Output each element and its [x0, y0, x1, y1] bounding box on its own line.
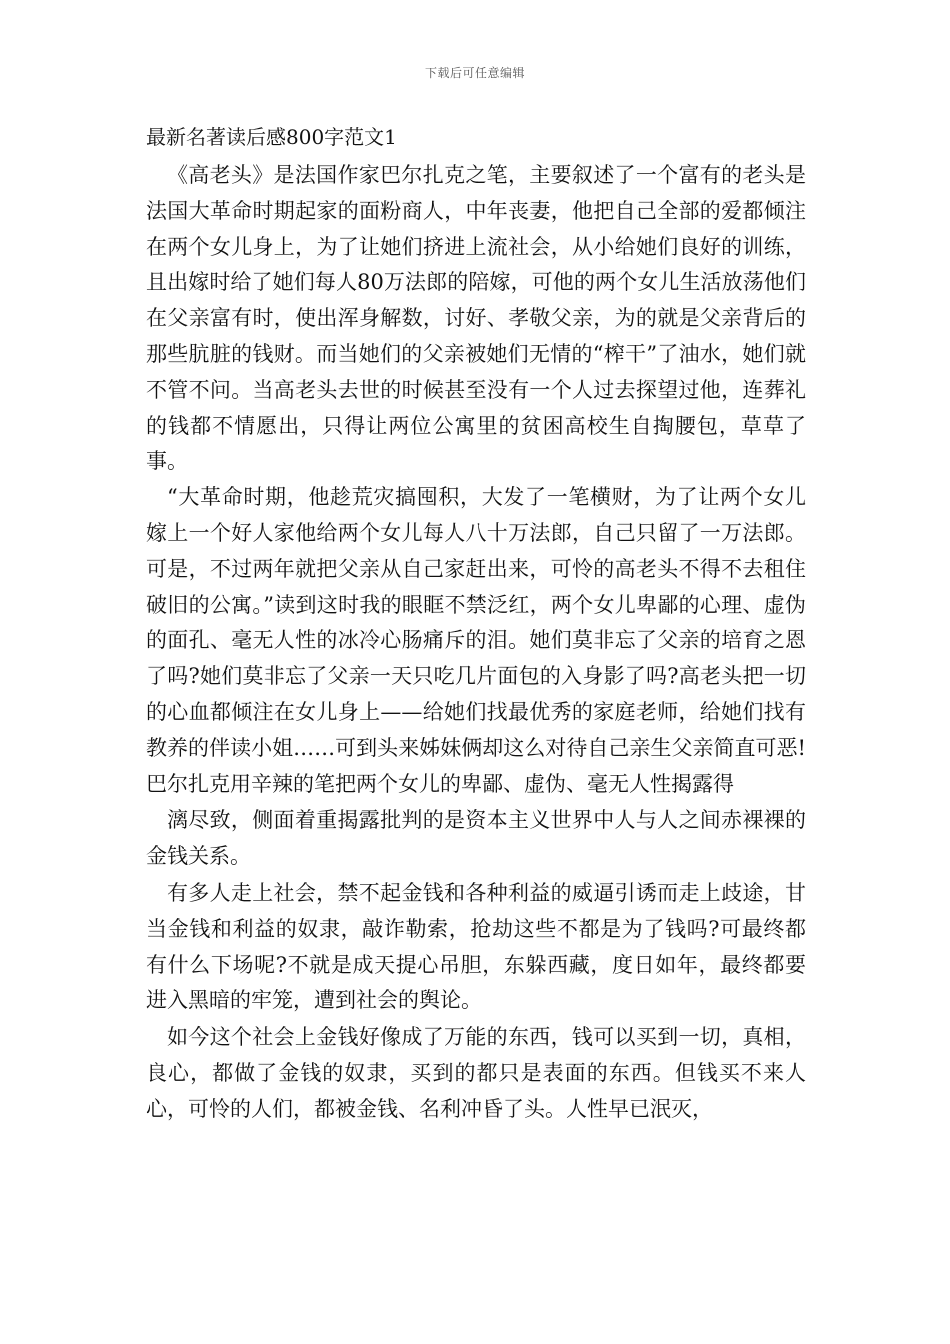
paragraph: 《高老头》是法国作家巴尔扎克之笔，主要叙述了一个富有的老头是法国大革命时期起家的面粉商人，中年丧妻，他把自己全部的爱都倾注在两个女儿身上，为了让她们挤进上流社会，从小给她们良好的训练，且出嫁时给了她们每人80万法郎的陪嫁，可他的两个女儿生活放荡他们在父亲富有时，使出浑身解数，讨好、孝敬父亲，为的就是父亲背后的那些肮脏的钱财。而当她们的父亲被她们无情的“榨干”了油水，她们就不管不问。当高老头去世的时候甚至没有一个人过去探望过他，连葬礼的钱都不情愿出，只得让两位公寓里的贫困高校生自掏腰包，草草了事。 [146, 163, 806, 474]
page-header: 下载后可任意编辑 [424, 66, 525, 80]
document-body [146, 120, 806, 1128]
paragraph: 漓尽致，侧面着重揭露批判的是资本主义世界中人与人之间赤裸裸的金钱关系。 [146, 808, 806, 869]
paragraph: “大革命时期，他趁荒灾搞囤积，大发了一笔横财，为了让两个女儿嫁上一个好人家他给两个女儿每人八十万法郎，自己只留了一万法郎。可是，不过两年就把父亲从自己家赶出来，可怜的高老头不得不去租住破旧的公寓。”读到这时我的眼眶不禁泛红，两个女儿卑鄙的心理、虚伪的面孔、毫无人性的冰冷心肠痛斥的泪。她们莫非忘了父亲的培育之恩了吗?她们莫非忘了父亲一天只吃几片面包的入身影了吗?高老头把一切的心血都倾注在女儿身上——给她们找最优秀的家庭老师，给她们找有教养的伴读小姐……可到头来姊妹俩却这么对待自己亲生父亲简直可恶!巴尔扎克用辛辣的笔把两个女儿的卑鄙、虚伪、毫无人性揭露得 [146, 485, 806, 796]
document-title: 最新名著读后感800字范文1 [146, 125, 397, 149]
paragraph: 有多人走上社会，禁不起金钱和各种利益的威逼引诱而走上歧途，甘当金钱和利益的奴隶，敲诈勒索，抢劫这些不都是为了钱吗?可最终都有什么下场呢?不就是成天提心吊胆，东躲西藏，度日如年，最终都要进入黑暗的牢笼，遭到社会的舆论。 [146, 880, 806, 1013]
paragraph: 如今这个社会上金钱好像成了万能的东西，钱可以买到一切，真相，良心，都做了金钱的奴隶，买到的都只是表面的东西。但钱买不来人心，可怜的人们，都被金钱、名利冲昏了头。人性早已泯灭， [146, 1025, 806, 1121]
